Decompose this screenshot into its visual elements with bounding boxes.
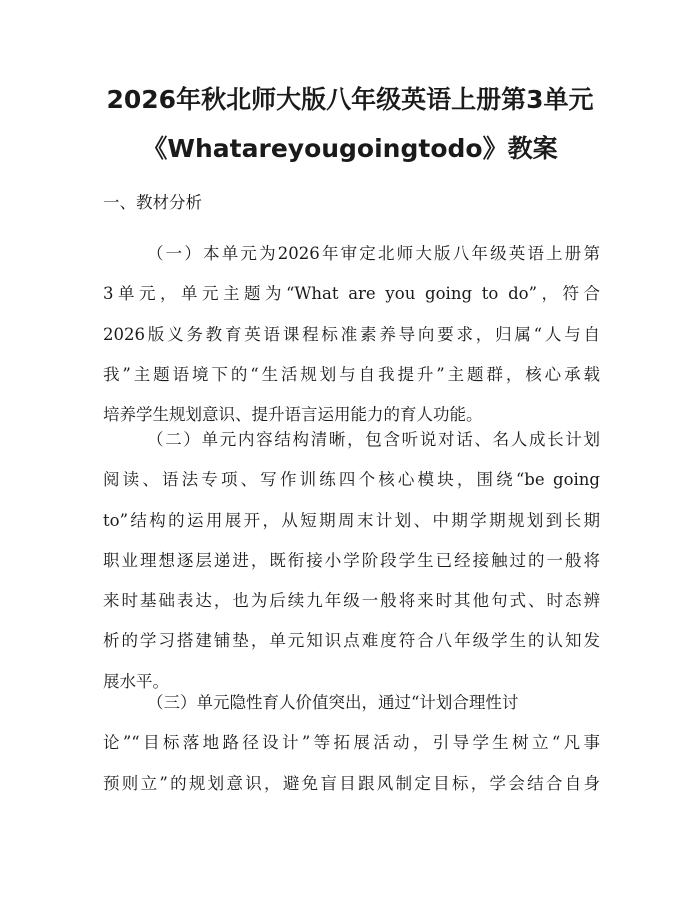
paragraph-line: 2026版义务教育英语课程标准素养导向要求，归属“人与自 [103, 324, 600, 344]
paragraph-3 [103, 683, 600, 804]
paragraph-2 [103, 420, 600, 702]
paragraph-line: 阅读、语法专项、写作训练四个核心模块，围绕“be going [103, 470, 600, 490]
document-title-line-1: 2026年秋北师大版八年级英语上册第3单元 [106, 85, 594, 114]
paragraph-line: 职业理想逐层递进，既衔接小学阶段学生已经接触过的一般将 [103, 550, 600, 570]
document-title-line-2: 《Whatareyougoingtodo》教案 [142, 134, 558, 163]
paragraph-line: （二）单元内容结构清晰，包含听说对话、名人成长计划 [147, 430, 600, 449]
section-heading-textbook-analysis: 一、教材分析 [103, 193, 202, 212]
paragraph-line: 3单元，单元主题为“What are you going to do”，符合 [103, 284, 600, 304]
paragraph-line: 析的学习搭建铺垫，单元知识点难度符合八年级学生的认知发 [103, 631, 600, 651]
paragraph-line: 来时基础表达，也为后续九年级一般将来时其他句式、时态辨 [103, 591, 600, 611]
paragraph-1 [103, 234, 600, 435]
paragraph-line: （三）单元隐性育人价值突出，通过“计划合理性讨 [147, 693, 519, 712]
paragraph-line: 展水平。 [103, 671, 169, 691]
paragraph-line: 培养学生规划意识、提升语言运用能力的育人功能。 [103, 405, 483, 425]
paragraph-line: 论”“目标落地路径设计”等拓展活动，引导学生树立“凡事 [103, 733, 600, 753]
paragraph-line: to”结构的运用展开，从短期周末计划、中期学期规划到长期 [103, 510, 600, 530]
paragraph-line: （一）本单元为2026年审定北师大版八年级英语上册第 [147, 244, 600, 263]
paragraph-line: 我”主题语境下的“生活规划与自我提升”主题群，核心承载 [103, 364, 600, 384]
paragraph-line: 预则立”的规划意识，避免盲目跟风制定目标，学会结合自身 [103, 773, 600, 793]
